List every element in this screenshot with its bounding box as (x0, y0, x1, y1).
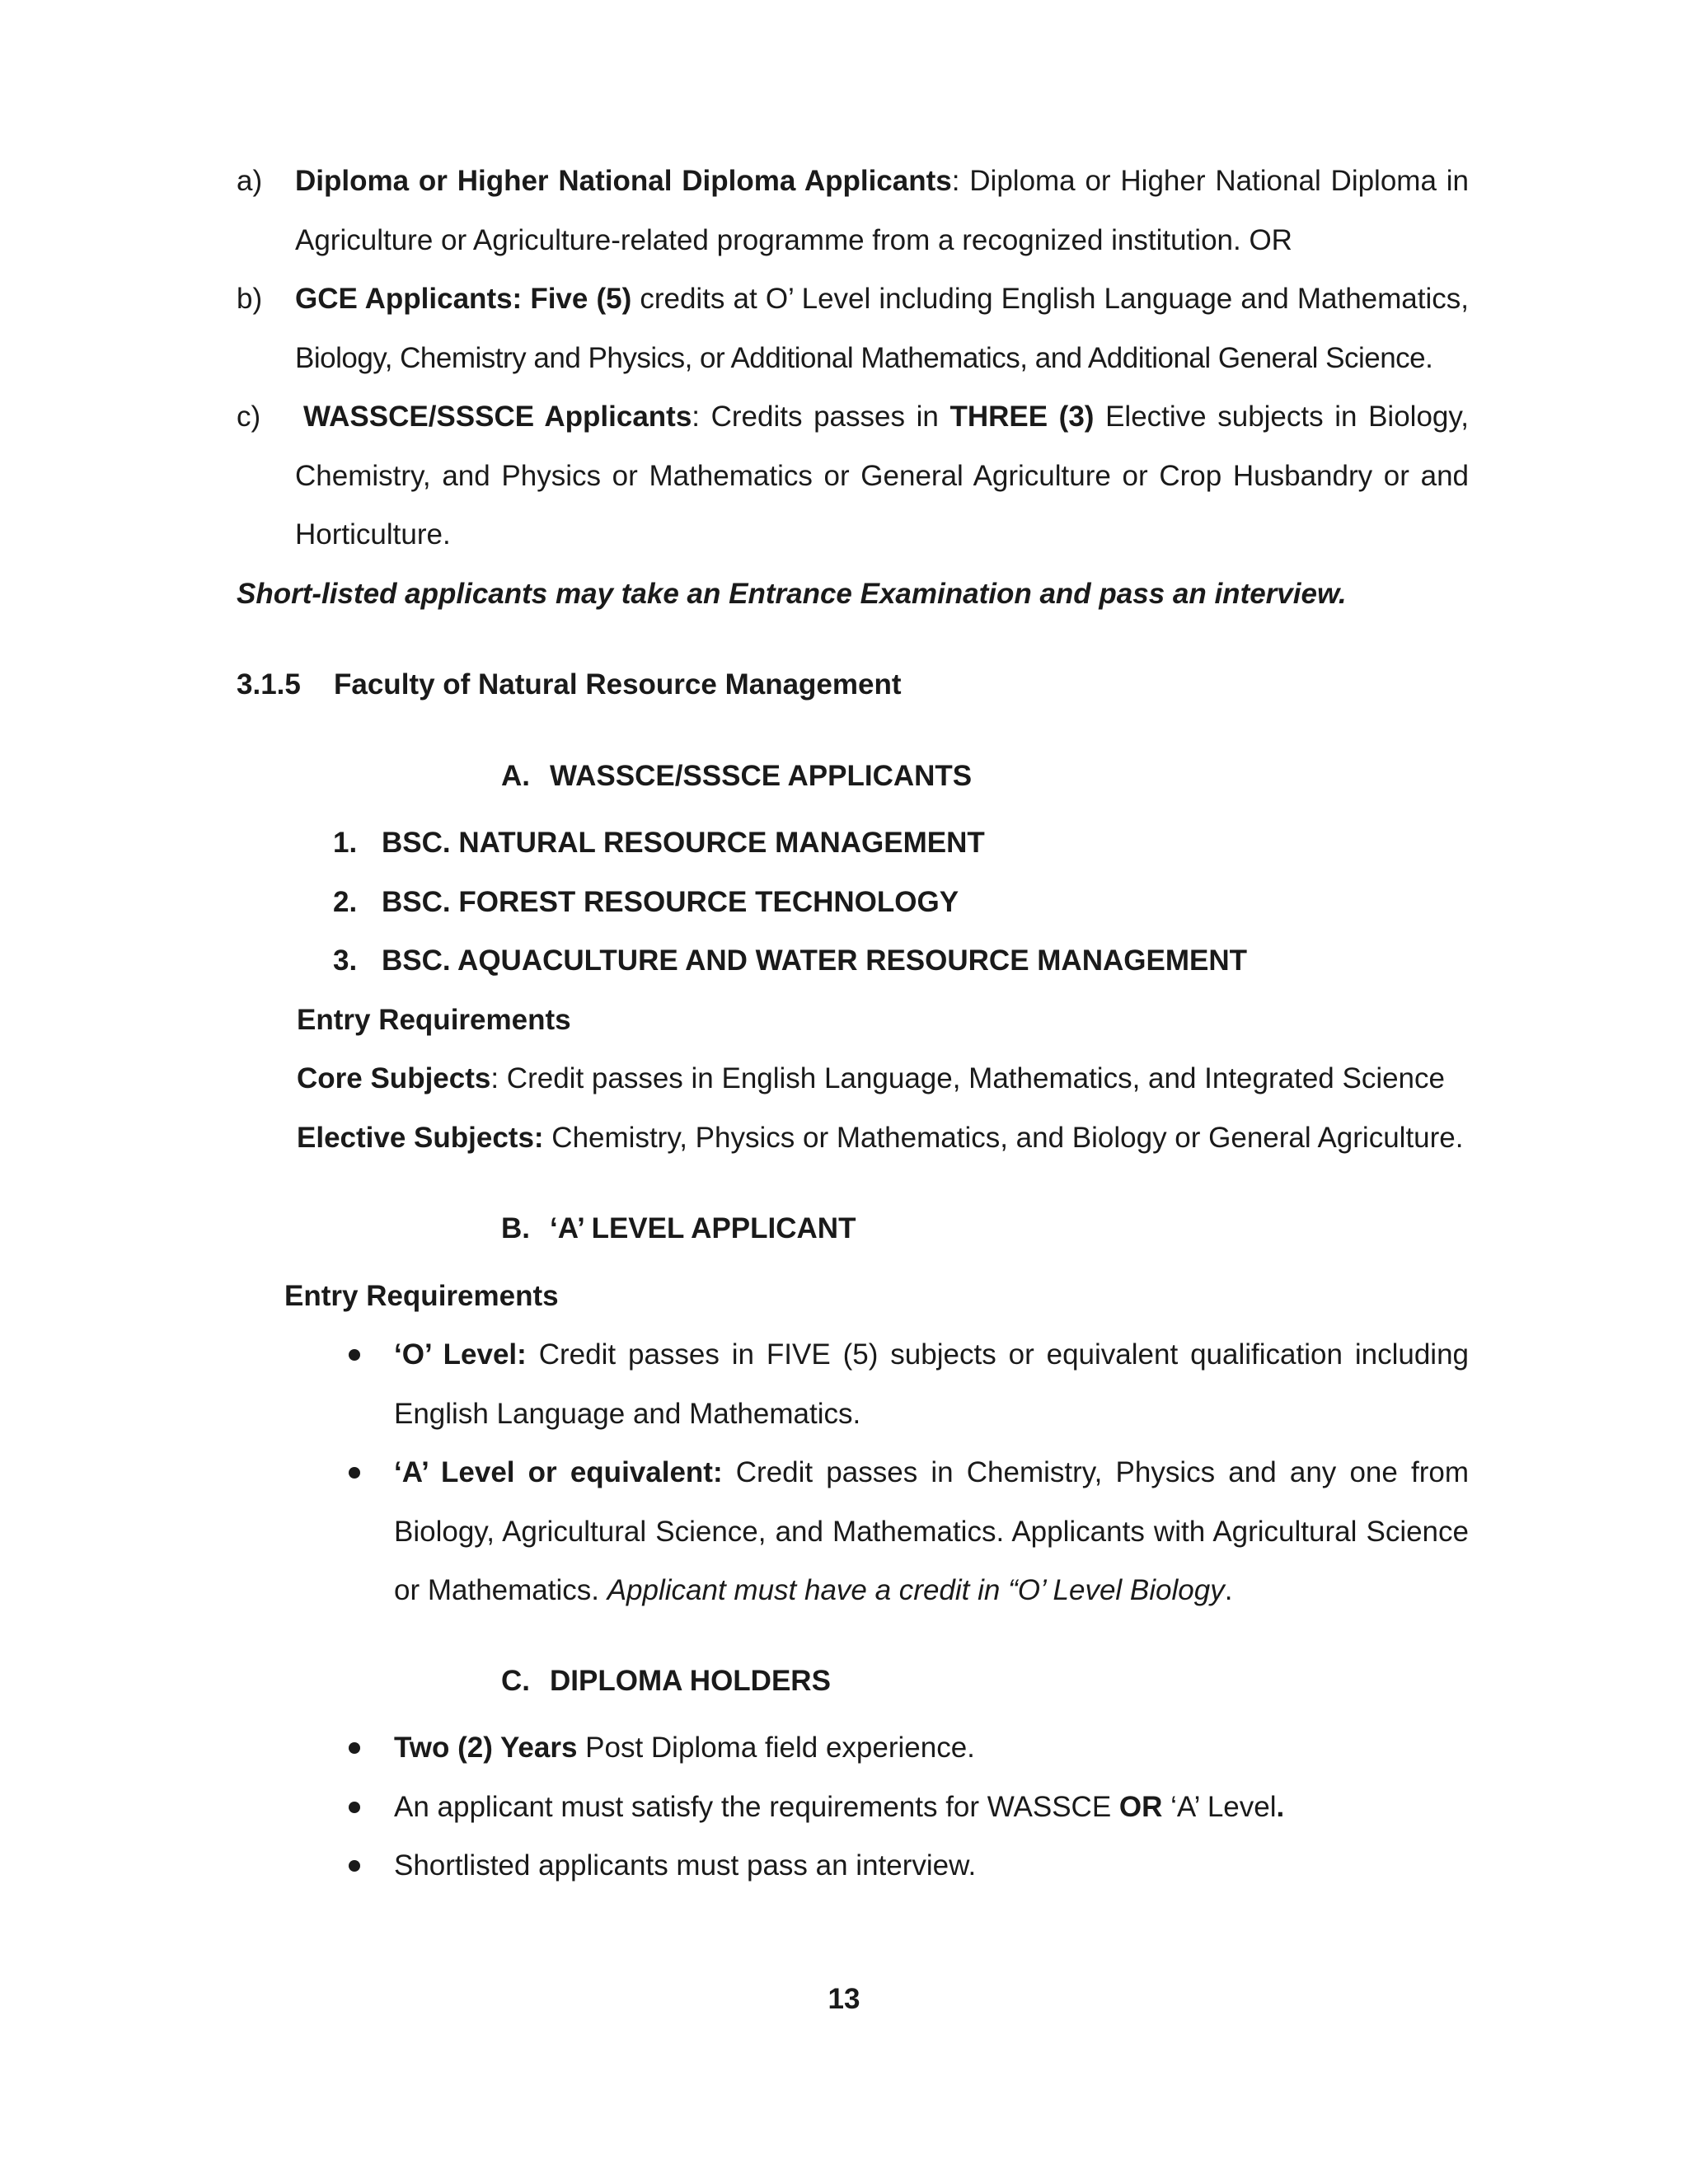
entry-requirements-heading: Entry Requirements (297, 1004, 571, 1036)
programme-number: 1. (333, 827, 358, 859)
programme-number: 2. (333, 886, 358, 918)
item-c-line1: WASSCE/SSSCE Applicants: Credits passes in THREE (3) Elective subjects in Biology, (303, 401, 1469, 433)
section-number: 3.1.5 (237, 668, 301, 701)
diploma-bullet-1: Two (2) Years Post Diploma field experience. (394, 1732, 975, 1764)
bullet-icon (349, 1802, 360, 1813)
a-level-line1: ‘A’ Level or equivalent: Credit passes in Chemistry, Physics and any one from (394, 1456, 1470, 1488)
programme-name: BSC. FOREST RESOURCE TECHNOLOGY (382, 886, 959, 918)
list-marker-c: c) (237, 401, 261, 433)
item-c-line2: Chemistry, and Physics or Mathematics or General Agriculture or Crop Husbandry or and (295, 460, 1469, 492)
item-b-line2: Biology, Chemistry and Physics, or Additional Mathematics, and Additional General Science. (295, 342, 1433, 374)
page-number: 13 (828, 1983, 860, 2015)
item-c-label: WASSCE/SSSCE Applicants (303, 401, 692, 433)
programme-number: 3. (333, 944, 358, 977)
item-b-label: GCE Applicants: Five (5) (295, 283, 632, 315)
bullet-icon (349, 1467, 360, 1479)
section-b-letter: B. (501, 1212, 530, 1244)
item-a-line2: Agriculture or Agriculture-related programme from a recognized institution. OR (295, 224, 1292, 256)
section-a-title: WASSCE/SSSCE APPLICANTS (550, 760, 973, 792)
section-c-title: DIPLOMA HOLDERS (550, 1665, 831, 1697)
diploma-bullet-3: Shortlisted applicants must pass an interview. (394, 1849, 977, 1882)
o-level-line1: ‘O’ Level: Credit passes in FIVE (5) subjects or equivalent qualification including (394, 1338, 1469, 1371)
shortlist-note: Short-listed applicants may take an Entrance Examination and pass an interview. (237, 578, 1347, 610)
item-a-label: Diploma or Higher National Diploma Applicants (295, 165, 952, 197)
item-b-line1: GCE Applicants: Five (5) credits at O’ Level including English Language and Mathematics, (295, 283, 1469, 315)
list-marker-b: b) (237, 283, 263, 315)
section-heading (237, 668, 301, 701)
list-marker-a: a) (237, 165, 263, 197)
elective-subjects: Elective Subjects: Chemistry, Physics or Mathematics, and Biology or General Agriculture. (297, 1122, 1464, 1154)
core-subjects: Core Subjects: Credit passes in English Language, Mathematics, and Integrated Science (297, 1062, 1445, 1094)
a-level-line2: Biology, Agricultural Science, and Mathematics. Applicants with Agricultural Science (394, 1516, 1469, 1548)
programme-name: BSC. AQUACULTURE AND WATER RESOURCE MANAGEMENT (382, 944, 1247, 977)
item-a-line1: Diploma or Higher National Diploma Applicants: Diploma or Higher National Diploma in (295, 165, 1469, 197)
programme-name: BSC. NATURAL RESOURCE MANAGEMENT (382, 827, 985, 859)
item-c-line3: Horticulture. (295, 518, 451, 551)
entry-requirements-heading: Entry Requirements (284, 1280, 559, 1312)
o-level-line2: English Language and Mathematics. (394, 1398, 861, 1430)
section-a-letter: A. (501, 760, 530, 792)
bullet-icon (349, 1349, 360, 1361)
section-b-title: ‘A’ LEVEL APPLICANT (550, 1212, 856, 1244)
a-level-line3: or Mathematics. Applicant must have a credit in “O’ Level Biology. (394, 1574, 1233, 1606)
bullet-icon (349, 1860, 360, 1872)
section-title: Faculty of Natural Resource Management (334, 668, 902, 701)
section-c-letter: C. (501, 1665, 530, 1697)
bullet-icon (349, 1742, 360, 1754)
diploma-bullet-2: An applicant must satisfy the requirements for WASSCE OR ‘A’ Level. (394, 1791, 1285, 1823)
